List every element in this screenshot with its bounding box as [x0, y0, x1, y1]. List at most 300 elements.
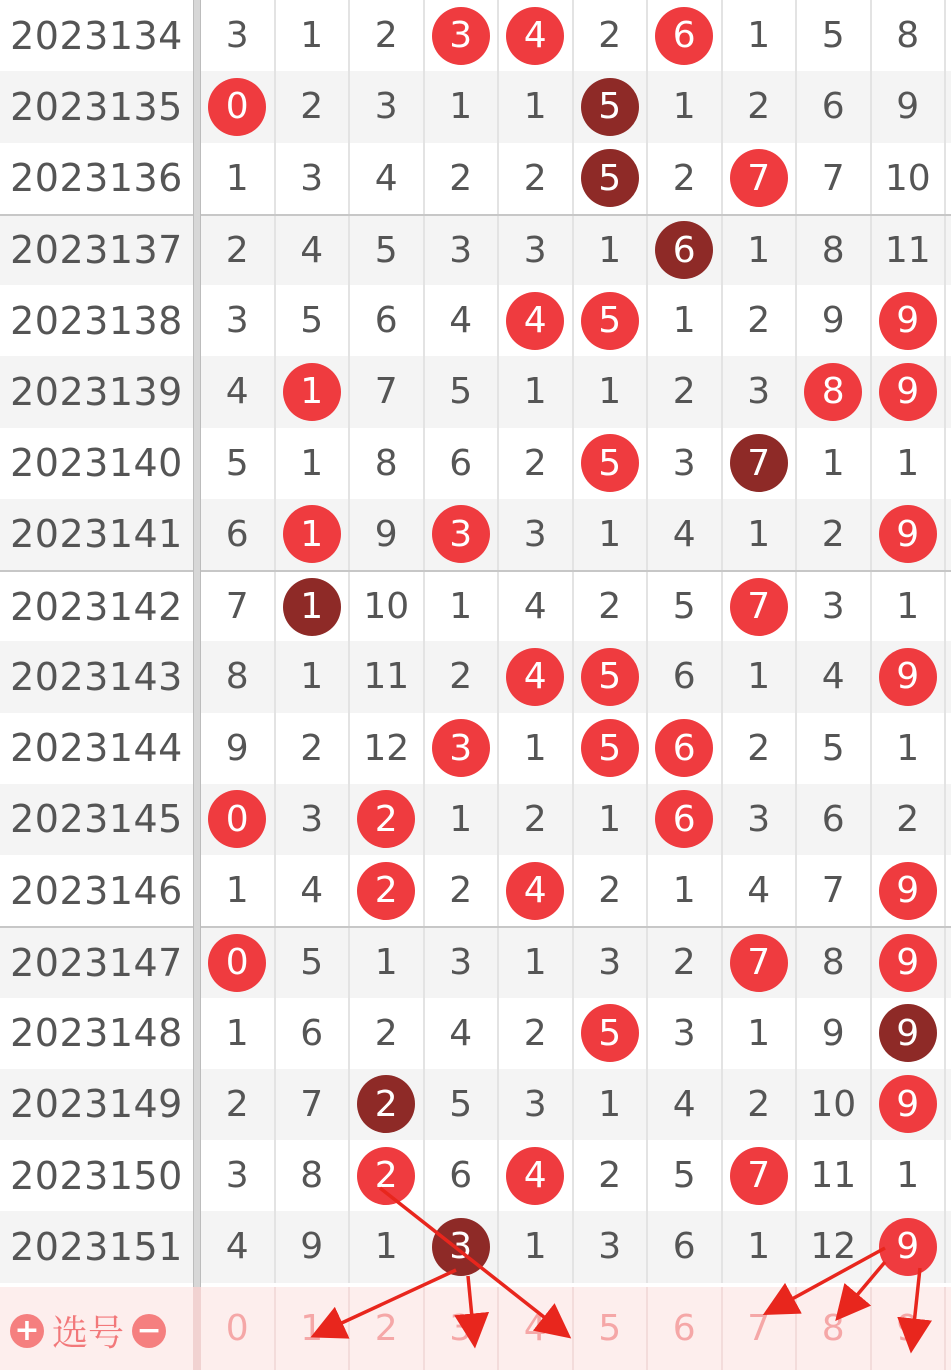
digit-cell	[648, 216, 723, 285]
digit-cell	[425, 1069, 500, 1140]
hit-ball: 0	[208, 790, 266, 848]
digit-cell	[499, 71, 574, 142]
hit-ball: 9	[879, 1218, 937, 1276]
table-row	[0, 926, 951, 997]
table-row	[0, 0, 951, 71]
miss-count: 1	[225, 157, 249, 199]
digit-cell	[276, 71, 351, 142]
digit-cell	[201, 356, 276, 427]
digit-cell	[648, 1211, 723, 1282]
digit-cell	[350, 1211, 425, 1282]
table-row	[0, 1069, 951, 1140]
digit-cell	[872, 1140, 947, 1211]
miss-count: 7	[300, 1083, 324, 1125]
digit-cell	[723, 356, 798, 427]
miss-count: 1	[300, 15, 324, 57]
miss-count: 5	[672, 1155, 696, 1197]
hit-ball: 9	[879, 862, 937, 920]
digit-cell	[350, 428, 425, 499]
miss-count: 5	[821, 727, 845, 769]
digit-option-3[interactable]: 3	[425, 1287, 500, 1370]
digit-cell	[201, 1069, 276, 1140]
digit-cell	[797, 356, 872, 427]
digit-cell	[276, 285, 351, 356]
digit-cell	[499, 855, 574, 926]
digit-cell	[350, 1069, 425, 1140]
miss-count: 1	[598, 798, 622, 840]
issue-number: 2023143	[10, 654, 183, 699]
digit-cells	[201, 572, 951, 641]
digit-cell	[648, 71, 723, 142]
digit-cell	[425, 572, 500, 641]
issue-number: 2023149	[10, 1082, 183, 1127]
miss-count: 6	[449, 1155, 473, 1197]
miss-count: 5	[672, 586, 696, 628]
miss-count: 2	[747, 86, 771, 128]
digit-cells	[201, 1069, 951, 1140]
miss-count: 11	[810, 1155, 857, 1197]
digit-cell	[574, 0, 649, 71]
digit-cell	[574, 1069, 649, 1140]
digit-cell	[201, 572, 276, 641]
digit-cell	[648, 1069, 723, 1140]
digit-cell	[723, 855, 798, 926]
issue-number: 2023148	[10, 1011, 183, 1056]
miss-count: 4	[300, 229, 324, 271]
hit-ball: 6	[655, 7, 713, 65]
miss-count: 3	[598, 942, 622, 984]
digit-cell	[276, 998, 351, 1069]
digit-selector	[201, 1287, 951, 1370]
digit-cell	[872, 572, 947, 641]
repeat-hit-ball: 7	[730, 434, 788, 492]
miss-count: 9	[300, 1226, 324, 1268]
miss-count: 3	[225, 300, 249, 342]
digit-cell	[648, 0, 723, 71]
digit-cell	[723, 784, 798, 855]
miss-count: 7	[821, 870, 845, 912]
miss-count: 4	[225, 1226, 249, 1268]
miss-count: 1	[821, 442, 845, 484]
miss-count: 8	[821, 942, 845, 984]
digit-cell	[648, 143, 723, 214]
digit-cell	[201, 1211, 276, 1282]
digit-cell	[797, 1069, 872, 1140]
repeat-hit-ball: 6	[655, 221, 713, 279]
digit-cell	[201, 71, 276, 142]
digit-cell	[499, 998, 574, 1069]
digit-cell	[499, 1069, 574, 1140]
digit-cells	[201, 1140, 951, 1211]
digit-cell	[648, 855, 723, 926]
miss-count: 1	[896, 442, 920, 484]
digit-cell	[723, 641, 798, 712]
miss-count: 3	[300, 798, 324, 840]
table-row	[0, 784, 951, 855]
digit-option-6[interactable]: 6	[648, 1287, 723, 1370]
digit-cell	[872, 428, 947, 499]
hit-ball: 1	[283, 505, 341, 563]
digit-cell	[872, 855, 947, 926]
issue-number: 2023142	[10, 584, 183, 629]
pick-controls	[10, 1305, 166, 1356]
hit-ball: 0	[208, 934, 266, 992]
digit-cell	[872, 1211, 947, 1282]
digit-cell	[574, 143, 649, 214]
digit-cell	[201, 499, 276, 570]
digit-cell	[723, 998, 798, 1069]
digit-cell	[648, 998, 723, 1069]
hit-ball: 5	[581, 1004, 639, 1062]
digit-cell	[276, 713, 351, 784]
digit-option-2[interactable]: 2	[350, 1287, 425, 1370]
miss-count: 6	[672, 656, 696, 698]
table-row	[0, 71, 951, 142]
issue-number: 2023135	[10, 84, 183, 129]
digit-cell	[499, 499, 574, 570]
miss-count: 3	[672, 442, 696, 484]
digit-option-7[interactable]: 7	[723, 1287, 798, 1370]
digit-cell	[276, 499, 351, 570]
digit-cell	[350, 1140, 425, 1211]
digit-cell	[201, 998, 276, 1069]
digit-cell	[425, 713, 500, 784]
hit-ball: 5	[581, 292, 639, 350]
issue-number: 2023144	[10, 726, 183, 771]
hit-ball: 4	[506, 292, 564, 350]
digit-cells	[201, 784, 951, 855]
digit-cell	[201, 285, 276, 356]
table-row	[0, 214, 951, 285]
miss-count: 3	[747, 798, 771, 840]
digit-cell	[574, 285, 649, 356]
digit-cell	[872, 784, 947, 855]
issue-number: 2023139	[10, 369, 183, 414]
miss-count: 9	[225, 727, 249, 769]
digit-cell	[872, 285, 947, 356]
miss-count: 1	[672, 86, 696, 128]
miss-count: 2	[300, 727, 324, 769]
miss-count: 2	[598, 586, 622, 628]
digit-cell	[201, 143, 276, 214]
digit-cell	[648, 641, 723, 712]
digit-cell	[499, 143, 574, 214]
digit-cell	[425, 928, 500, 997]
digit-cell	[350, 71, 425, 142]
miss-count: 2	[300, 86, 324, 128]
miss-count: 1	[747, 15, 771, 57]
digit-cell	[425, 784, 500, 855]
hit-ball: 7	[730, 149, 788, 207]
digit-cell	[350, 0, 425, 71]
miss-count: 3	[598, 1226, 622, 1268]
miss-count: 2	[598, 1155, 622, 1197]
hit-ball: 3	[432, 7, 490, 65]
digit-cells	[201, 285, 951, 356]
digit-option-0[interactable]: 0	[201, 1287, 276, 1370]
digit-cell	[425, 641, 500, 712]
table-row	[0, 143, 951, 214]
digit-cell	[872, 216, 947, 285]
digit-cell	[499, 428, 574, 499]
digit-cell	[350, 784, 425, 855]
miss-count: 1	[598, 371, 622, 413]
miss-count: 1	[300, 442, 324, 484]
miss-count: 3	[821, 586, 845, 628]
digit-cell	[648, 1140, 723, 1211]
miss-count: 6	[821, 86, 845, 128]
miss-count: 2	[747, 1083, 771, 1125]
miss-count: 1	[523, 942, 547, 984]
digit-cell	[276, 641, 351, 712]
digit-cell	[723, 143, 798, 214]
digit-cell	[425, 855, 500, 926]
miss-count: 3	[449, 229, 473, 271]
miss-count: 5	[449, 371, 473, 413]
hit-ball: 5	[581, 648, 639, 706]
digit-cell	[499, 216, 574, 285]
miss-count: 2	[747, 300, 771, 342]
digit-cell	[797, 0, 872, 71]
digit-cell	[797, 713, 872, 784]
digit-option-5[interactable]: 5	[574, 1287, 649, 1370]
repeat-hit-ball: 5	[581, 78, 639, 136]
digit-cell	[201, 428, 276, 499]
miss-count: 5	[449, 1083, 473, 1125]
digit-cell	[797, 285, 872, 356]
hit-ball: 9	[879, 648, 937, 706]
digit-cells	[201, 428, 951, 499]
miss-count: 9	[374, 513, 398, 555]
table-row	[0, 499, 951, 570]
miss-count: 1	[598, 229, 622, 271]
miss-count: 4	[747, 870, 771, 912]
digit-cell	[574, 1211, 649, 1282]
digit-cell	[425, 1140, 500, 1211]
digit-cell	[276, 0, 351, 71]
miss-count: 2	[449, 870, 473, 912]
digit-cell	[723, 0, 798, 71]
digit-cells	[201, 499, 951, 570]
digit-cell	[350, 998, 425, 1069]
digit-cell	[574, 1140, 649, 1211]
digit-cells	[201, 356, 951, 427]
digit-cell	[797, 928, 872, 997]
miss-count: 11	[363, 656, 410, 698]
miss-count: 12	[810, 1226, 857, 1268]
hit-ball: 2	[357, 862, 415, 920]
hit-ball: 9	[879, 1075, 937, 1133]
miss-count: 4	[374, 157, 398, 199]
table-row	[0, 428, 951, 499]
digit-cell	[723, 1211, 798, 1282]
miss-count: 2	[523, 798, 547, 840]
miss-count: 3	[449, 942, 473, 984]
hit-ball: 2	[357, 1147, 415, 1205]
digit-option-9[interactable]: 9	[872, 1287, 947, 1370]
miss-count: 1	[598, 1083, 622, 1125]
issue-number: 2023140	[10, 441, 183, 486]
hit-ball: 7	[730, 1147, 788, 1205]
miss-count: 1	[747, 1226, 771, 1268]
miss-count: 3	[523, 1083, 547, 1125]
miss-count: 3	[300, 157, 324, 199]
digit-cell	[723, 216, 798, 285]
miss-count: 8	[821, 229, 845, 271]
digit-cell	[797, 143, 872, 214]
digit-cell	[723, 499, 798, 570]
digit-cell	[574, 216, 649, 285]
miss-count: 2	[598, 15, 622, 57]
miss-count: 2	[598, 870, 622, 912]
digit-cell	[276, 143, 351, 214]
miss-count: 10	[810, 1083, 857, 1125]
miss-count: 1	[374, 1226, 398, 1268]
miss-count: 5	[821, 15, 845, 57]
digit-cell	[723, 572, 798, 641]
miss-count: 3	[747, 371, 771, 413]
miss-count: 9	[896, 86, 920, 128]
digit-cell	[648, 356, 723, 427]
digit-cell	[425, 499, 500, 570]
digit-cell	[797, 784, 872, 855]
digit-cell	[574, 641, 649, 712]
digit-option-1[interactable]: 1	[276, 1287, 351, 1370]
hit-ball: 4	[506, 1147, 564, 1205]
table-row	[0, 855, 951, 926]
miss-count: 2	[374, 15, 398, 57]
digit-cell	[648, 499, 723, 570]
table-row	[0, 570, 951, 641]
hit-ball: 4	[506, 7, 564, 65]
digit-cell	[425, 998, 500, 1069]
digit-cell	[425, 71, 500, 142]
digit-cell	[350, 285, 425, 356]
digit-cell	[648, 572, 723, 641]
digit-cell	[201, 928, 276, 997]
digit-cell	[499, 641, 574, 712]
digit-cell	[201, 855, 276, 926]
digit-cell	[797, 641, 872, 712]
digit-cells	[201, 998, 951, 1069]
miss-count: 1	[225, 870, 249, 912]
issue-number: 2023146	[10, 868, 183, 913]
miss-count: 2	[225, 1083, 249, 1125]
hit-ball: 9	[879, 363, 937, 421]
digit-cell	[425, 1211, 500, 1282]
digit-cell	[872, 0, 947, 71]
miss-count: 2	[821, 513, 845, 555]
miss-count: 3	[374, 86, 398, 128]
digit-cell	[872, 641, 947, 712]
digit-cell	[276, 855, 351, 926]
miss-count: 9	[821, 1012, 845, 1054]
miss-count: 4	[672, 513, 696, 555]
digit-cell	[797, 1211, 872, 1282]
digit-cell	[201, 641, 276, 712]
digit-cell	[499, 1211, 574, 1282]
miss-count: 2	[896, 798, 920, 840]
digit-cell	[797, 572, 872, 641]
digit-cell	[425, 143, 500, 214]
digit-cell	[872, 998, 947, 1069]
digit-option-4[interactable]: 4	[499, 1287, 574, 1370]
add-icon[interactable]: +	[10, 1314, 44, 1348]
miss-count: 1	[672, 300, 696, 342]
hit-ball: 7	[730, 578, 788, 636]
repeat-hit-ball: 5	[581, 149, 639, 207]
miss-count: 2	[672, 371, 696, 413]
digit-cell	[499, 0, 574, 71]
digit-cell	[872, 713, 947, 784]
miss-count: 9	[821, 300, 845, 342]
miss-count: 4	[821, 656, 845, 698]
hit-ball: 1	[283, 363, 341, 421]
digit-cell	[350, 356, 425, 427]
column-divider	[193, 0, 201, 1370]
digit-cell	[648, 784, 723, 855]
miss-count: 7	[374, 371, 398, 413]
repeat-hit-ball: 1	[283, 578, 341, 636]
miss-count: 1	[300, 656, 324, 698]
miss-count: 4	[449, 300, 473, 342]
digit-cell	[350, 216, 425, 285]
miss-count: 2	[449, 157, 473, 199]
miss-count: 4	[449, 1012, 473, 1054]
digit-cell	[648, 713, 723, 784]
digit-option-8[interactable]: 8	[797, 1287, 872, 1370]
miss-count: 3	[523, 229, 547, 271]
digit-cell	[350, 928, 425, 997]
miss-count: 2	[523, 157, 547, 199]
digit-cells	[201, 641, 951, 712]
miss-count: 8	[374, 442, 398, 484]
digit-cells	[201, 143, 951, 214]
miss-count: 7	[821, 157, 845, 199]
hit-ball: 5	[581, 434, 639, 492]
hit-ball: 3	[432, 505, 490, 563]
hit-ball: 9	[879, 934, 937, 992]
digit-cell	[574, 572, 649, 641]
digit-cell	[276, 428, 351, 499]
miss-count: 2	[523, 1012, 547, 1054]
miss-count: 1	[374, 942, 398, 984]
miss-count: 6	[821, 798, 845, 840]
issue-number: 2023134	[10, 13, 183, 58]
miss-count: 12	[363, 727, 410, 769]
miss-count: 5	[300, 942, 324, 984]
hit-ball: 7	[730, 934, 788, 992]
digit-cell	[425, 0, 500, 71]
digit-cell	[425, 216, 500, 285]
hit-ball: 4	[506, 648, 564, 706]
miss-count: 3	[672, 1012, 696, 1054]
table-row	[0, 641, 951, 712]
digit-cell	[723, 928, 798, 997]
miss-count: 6	[374, 300, 398, 342]
digit-cell	[574, 499, 649, 570]
miss-count: 5	[374, 229, 398, 271]
hit-ball: 3	[432, 719, 490, 777]
remove-icon[interactable]: −	[132, 1314, 166, 1348]
digit-cell	[425, 356, 500, 427]
miss-count: 1	[523, 86, 547, 128]
digit-cell	[499, 572, 574, 641]
miss-count: 1	[896, 586, 920, 628]
pick-label: 选号	[52, 1313, 125, 1354]
miss-count: 2	[449, 656, 473, 698]
miss-count: 1	[225, 1012, 249, 1054]
